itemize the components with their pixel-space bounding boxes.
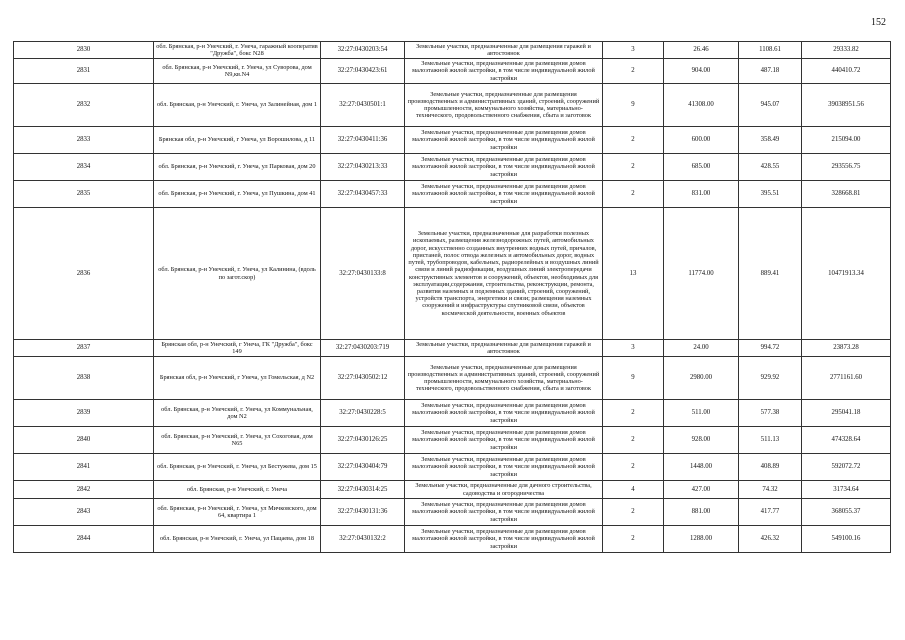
zone-number: 2	[603, 181, 664, 208]
cadastral-number: 32:27:0430411:36	[321, 127, 405, 154]
table-row	[14, 127, 891, 154]
specific-value: 889.41	[739, 208, 802, 340]
zone-number: 2	[603, 154, 664, 181]
cadastral-value: 10471913.34	[802, 208, 891, 340]
land-purpose: Земельные участки, предназначенные для размещения домов малоэтажной жилой застройки, в том числе индивидуальной жилой застройки	[405, 427, 603, 454]
row-number: 2835	[14, 181, 154, 208]
address-cell: обл. Брянская, р-н Унечский, г. Унеча, ул Пацаева, дом 18	[154, 526, 321, 553]
area-value: 904.00	[664, 59, 739, 84]
page-number: 152	[871, 17, 886, 28]
land-purpose: Земельные участки, предназначенные для размещения гаражей и автостоянок	[405, 42, 603, 59]
cadastral-number: 32:27:0430404:79	[321, 454, 405, 481]
row-number: 2837	[14, 340, 154, 357]
row-number: 2834	[14, 154, 154, 181]
zone-number: 4	[603, 481, 664, 499]
cadastral-number: 32:27:0430501:1	[321, 84, 405, 127]
address-cell: обл. Брянская, р-н Унечский, г. Унеча, ул Калинина, (вдоль по загот.скор)	[154, 208, 321, 340]
cadastral-number: 32:27:0430133:8	[321, 208, 405, 340]
area-value: 600.00	[664, 127, 739, 154]
cadastral-value: 215094.00	[802, 127, 891, 154]
address-cell: обл. Брянская, р-н Унечский, г. Унеча, ул Сохоговая, дом N65	[154, 427, 321, 454]
cadastral-value: 592072.72	[802, 454, 891, 481]
cadastral-number: 32:27:0430203:54	[321, 42, 405, 59]
address-cell: обл. Брянская, р-н Унечский, г. Унеча, ул Пушкина, дом 41	[154, 181, 321, 208]
cadastral-value: 29333.82	[802, 42, 891, 59]
land-purpose: Земельные участки, предназначенные для размещения домов малоэтажной жилой застройки, в том числе индивидуальной жилой застройки	[405, 59, 603, 84]
cadastral-number: 32:27:0430228:5	[321, 400, 405, 427]
zone-number: 2	[603, 127, 664, 154]
area-value: 427.00	[664, 481, 739, 499]
address-cell: обл. Брянская, р-н Унечский, г. Унеча	[154, 481, 321, 499]
cadastral-number: 32:27:0430423:61	[321, 59, 405, 84]
row-number: 2843	[14, 499, 154, 526]
zone-number: 2	[603, 59, 664, 84]
row-number: 2840	[14, 427, 154, 454]
table-row	[14, 499, 891, 526]
address-cell: обл. Брянская, р-н Унечский, г. Унеча, гаражный кооператив "Дружба", бокс N28	[154, 42, 321, 59]
cadastral-value: 31734.64	[802, 481, 891, 499]
area-value: 11774.00	[664, 208, 739, 340]
area-value: 26.46	[664, 42, 739, 59]
specific-value: 945.07	[739, 84, 802, 127]
area-value: 685.00	[664, 154, 739, 181]
land-purpose: Земельные участки, предназначенные для дачного строительства, садоводства и огородничества	[405, 481, 603, 499]
row-number: 2844	[14, 526, 154, 553]
table-row	[14, 526, 891, 553]
land-purpose: Земельные участки, предназначенные для разработки полезных ископаемых, размещения железнодорожных путей, автомобильных дорог, искусственно созданных внутренних водных путей, причалов, пристаней, полос отвода железных и автомобильных дорог, водных путей, трубопроводов, кабельных, радиорелейных и воздушных линий связи и линий радиофикации, воздушных линий электропередачи конструктивных элементов и сооружений, объектов, необходимых для эксплуатации,содержания, строительства, реконструкции, ремонта, развития наземных и подземных зданий, строений, сооружений, устройств транспорта, энергетики и связи; размещения наземных сооружений и инфраструктуры спутниковой связи, объектов космической деятельности, военных объектов	[405, 208, 603, 340]
cadastral-value: 295041.18	[802, 400, 891, 427]
land-purpose: Земельные участки, предназначенные для размещения домов малоэтажной жилой застройки, в том числе индивидуальной жилой застройки	[405, 499, 603, 526]
cadastral-number: 32:27:0430131:36	[321, 499, 405, 526]
land-purpose: Земельные участки, предназначенные для размещения домов малоэтажной жилой застройки, в том числе индивидуальной жилой застройки	[405, 181, 603, 208]
row-number: 2836	[14, 208, 154, 340]
table-row	[14, 400, 891, 427]
zone-number: 13	[603, 208, 664, 340]
area-value: 881.00	[664, 499, 739, 526]
cadastral-number: 32:27:0430203:719	[321, 340, 405, 357]
address-cell: Брянская обл, р-н Унечский, г Унеча, ул Ворошилова, д 11	[154, 127, 321, 154]
row-number: 2838	[14, 357, 154, 400]
cadastral-value: 39038951.56	[802, 84, 891, 127]
table-row	[14, 181, 891, 208]
land-purpose: Земельные участки, предназначенные для размещения домов малоэтажной жилой застройки, в том числе индивидуальной жилой застройки	[405, 454, 603, 481]
table-row	[14, 481, 891, 499]
area-value: 24.00	[664, 340, 739, 357]
zone-number: 9	[603, 357, 664, 400]
cadastral-value: 23873.28	[802, 340, 891, 357]
cadastral-number: 32:27:0430132:2	[321, 526, 405, 553]
land-purpose: Земельные участки, предназначенные для размещения домов малоэтажной жилой застройки, в том числе индивидуальной жилой застройки	[405, 127, 603, 154]
specific-value: 487.18	[739, 59, 802, 84]
address-cell: обл. Брянская, р-н Унечский, г. Унеча, ул Мичковского, дом 64, квартира 1	[154, 499, 321, 526]
cadastral-value: 368055.37	[802, 499, 891, 526]
specific-value: 426.32	[739, 526, 802, 553]
specific-value: 358.49	[739, 127, 802, 154]
area-value: 41308.00	[664, 84, 739, 127]
address-cell: обл. Брянская, р-н Унечский, г. Унеча, ул Парковая, дом 20	[154, 154, 321, 181]
land-purpose: Земельные участки, предназначенные для размещения домов малоэтажной жилой застройки, в том числе индивидуальной жилой застройки	[405, 400, 603, 427]
cadastral-number: 32:27:0430213:33	[321, 154, 405, 181]
row-number: 2839	[14, 400, 154, 427]
area-value: 511.00	[664, 400, 739, 427]
table-row	[14, 427, 891, 454]
zone-number: 2	[603, 427, 664, 454]
specific-value: 511.13	[739, 427, 802, 454]
address-cell: обл. Брянская, р-н Унечский, г. Унеча, ул Залинейная, дом 1	[154, 84, 321, 127]
address-cell: Брянская обл, р-н Унечский, г Унеча, ГК "Дружба", бокс 149	[154, 340, 321, 357]
specific-value: 929.92	[739, 357, 802, 400]
cadastral-value: 440410.72	[802, 59, 891, 84]
address-cell: Брянская обл, р-н Унечский, г Унеча, ул Гомельская, д N2	[154, 357, 321, 400]
address-cell: обл. Брянская, р-н Унечский, г. Унеча, ул Суворова, дом N9,кв.N4	[154, 59, 321, 84]
zone-number: 2	[603, 400, 664, 427]
table-row	[14, 357, 891, 400]
table-row	[14, 208, 891, 340]
cadastral-value: 293556.75	[802, 154, 891, 181]
row-number: 2830	[14, 42, 154, 59]
cadastral-number: 32:27:0430314:25	[321, 481, 405, 499]
table-row	[14, 42, 891, 59]
specific-value: 428.55	[739, 154, 802, 181]
zone-number: 9	[603, 84, 664, 127]
cadastral-value: 549100.16	[802, 526, 891, 553]
address-cell: обл. Брянская, р-н Унечский, г. Унеча, ул Коммунальная, дом N2	[154, 400, 321, 427]
zone-number: 2	[603, 454, 664, 481]
cadastral-number: 32:27:0430502:12	[321, 357, 405, 400]
zone-number: 3	[603, 42, 664, 59]
land-purpose: Земельные участки, предназначенные для размещения гаражей и автостоянок	[405, 340, 603, 357]
specific-value: 577.38	[739, 400, 802, 427]
land-registry-table	[13, 41, 891, 553]
cadastral-value: 474328.64	[802, 427, 891, 454]
row-number: 2841	[14, 454, 154, 481]
cadastral-value: 328668.81	[802, 181, 891, 208]
specific-value: 417.77	[739, 499, 802, 526]
cadastral-value: 2771161.60	[802, 357, 891, 400]
zone-number: 2	[603, 526, 664, 553]
row-number: 2832	[14, 84, 154, 127]
specific-value: 1108.61	[739, 42, 802, 59]
table-row	[14, 59, 891, 84]
land-purpose: Земельные участки, предназначенные для размещения домов малоэтажной жилой застройки, в том числе индивидуальной жилой застройки	[405, 526, 603, 553]
area-value: 928.00	[664, 427, 739, 454]
table-row	[14, 340, 891, 357]
table-row	[14, 84, 891, 127]
cadastral-number: 32:27:0430126:25	[321, 427, 405, 454]
land-purpose: Земельные участки, предназначенные для размещения производственных и административных зданий, строений, сооружений промышленности, коммунального хозяйства, материально-технического, продовольственного снабжения, сбыта и заготовок	[405, 84, 603, 127]
area-value: 1448.00	[664, 454, 739, 481]
specific-value: 395.51	[739, 181, 802, 208]
table-row	[14, 454, 891, 481]
area-value: 831.00	[664, 181, 739, 208]
row-number: 2831	[14, 59, 154, 84]
row-number: 2833	[14, 127, 154, 154]
specific-value: 408.89	[739, 454, 802, 481]
area-value: 1288.00	[664, 526, 739, 553]
area-value: 2980.00	[664, 357, 739, 400]
zone-number: 2	[603, 499, 664, 526]
specific-value: 74.32	[739, 481, 802, 499]
land-purpose: Земельные участки, предназначенные для размещения производственных и административных зданий, строений, сооружений промышленности, коммунального хозяйства, материально-технического, продовольственного снабжения, сбыта и заготовок	[405, 357, 603, 400]
cadastral-number: 32:27:0430457:33	[321, 181, 405, 208]
zone-number: 3	[603, 340, 664, 357]
row-number: 2842	[14, 481, 154, 499]
table-row	[14, 154, 891, 181]
address-cell: обл. Брянская, р-н Унечский, г. Унеча, ул Бестужева, дом 15	[154, 454, 321, 481]
land-purpose: Земельные участки, предназначенные для размещения домов малоэтажной жилой застройки, в том числе индивидуальной жилой застройки	[405, 154, 603, 181]
specific-value: 994.72	[739, 340, 802, 357]
